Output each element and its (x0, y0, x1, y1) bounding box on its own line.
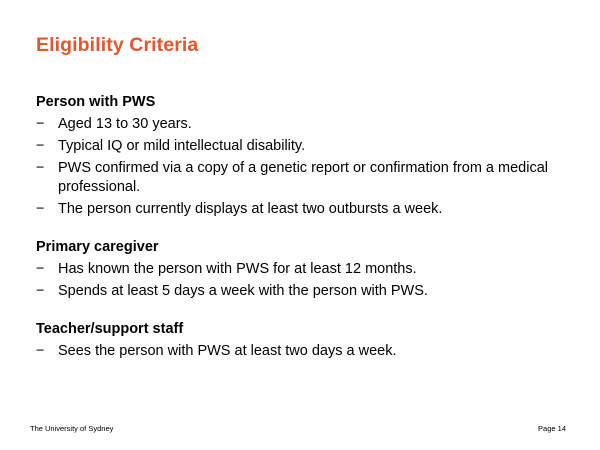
list-item (36, 282, 576, 301)
bullet-list (36, 260, 576, 301)
list-item (36, 342, 576, 361)
section-primary-caregiver (36, 237, 576, 301)
bullet-text: Sees the person with PWS at least two days a week. (58, 343, 397, 359)
dash-icon: − (36, 201, 45, 217)
bullet-text: The person currently displays at least two outbursts a week. (58, 201, 443, 217)
dash-icon: − (36, 116, 45, 132)
section-heading: Teacher/support staff (36, 321, 184, 337)
footer-organization: The University of Sydney (30, 424, 114, 433)
slide-title: Eligibility Criteria (36, 34, 199, 56)
section-heading: Person with PWS (36, 94, 156, 110)
bullet-text: Has known the person with PWS for at least 12 months. (58, 261, 417, 277)
dash-icon: − (36, 138, 45, 154)
dash-icon: − (36, 261, 45, 277)
section-person-with-pws (36, 92, 576, 219)
section-heading: Primary caregiver (36, 239, 159, 255)
bullet-list (36, 115, 576, 219)
bullet-text: PWS confirmed via a copy of a genetic report or confirmation from a medical professional. (58, 160, 548, 195)
bullet-list (36, 342, 576, 361)
list-item (36, 137, 576, 156)
bullet-text: Aged 13 to 30 years. (58, 116, 192, 132)
dash-icon: − (36, 160, 45, 176)
list-item (36, 260, 576, 279)
bullet-text: Spends at least 5 days a week with the person with PWS. (58, 283, 428, 299)
bullet-text: Typical IQ or mild intellectual disability. (58, 138, 306, 154)
list-item (36, 200, 576, 219)
list-item (36, 115, 576, 134)
list-item (36, 159, 576, 197)
slide-content (36, 92, 576, 379)
section-teacher-support-staff (36, 319, 576, 361)
dash-icon: − (36, 343, 45, 359)
page-number: Page 14 (538, 424, 566, 433)
dash-icon: − (36, 283, 45, 299)
